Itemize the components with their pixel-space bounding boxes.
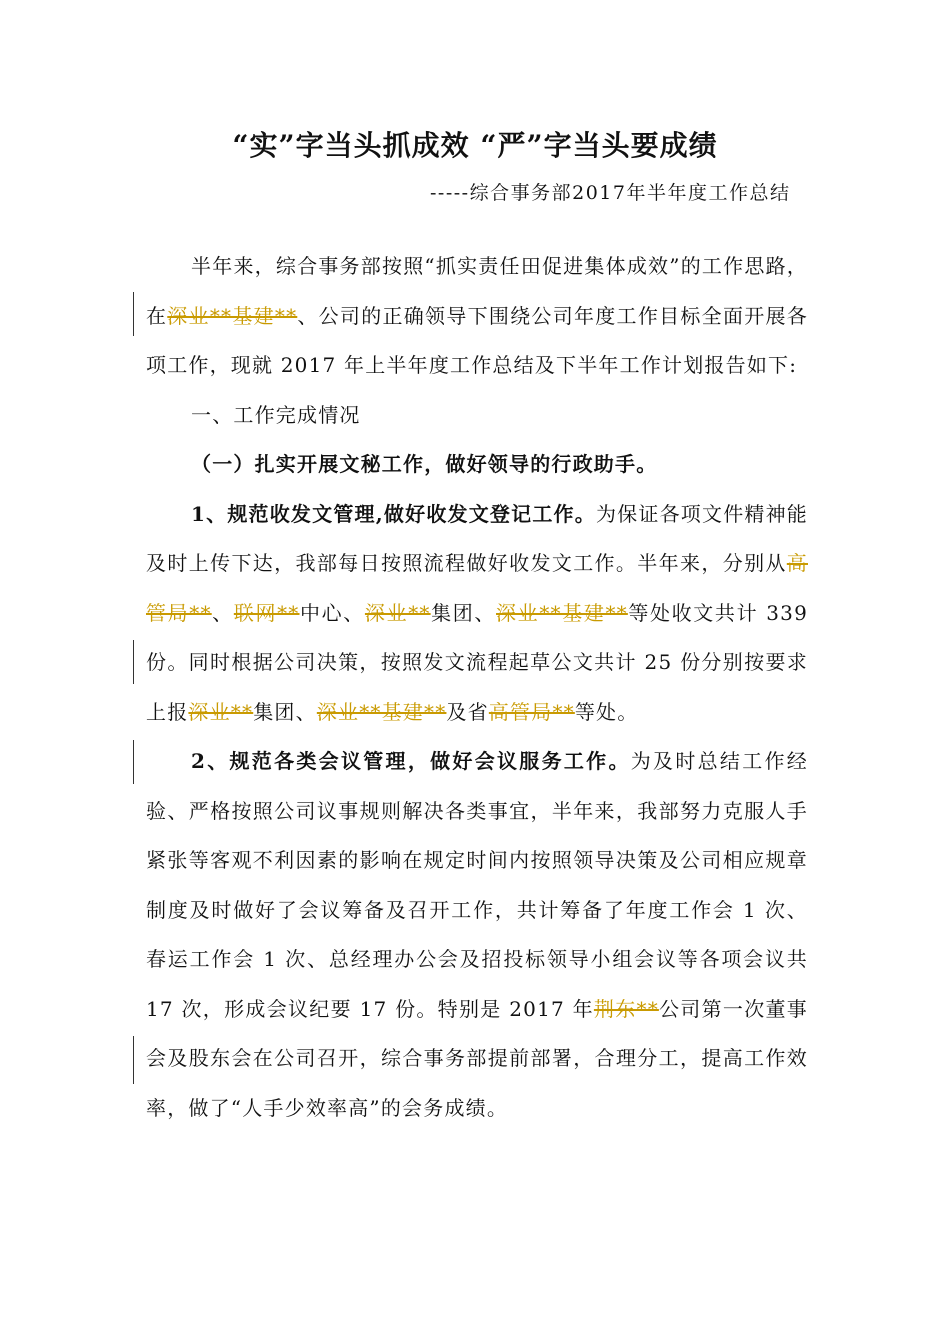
intro-text: 、公司的正确领导下围绕公司年度工作目标全面开展各项工作，现就 2017 年上半年度工作总结及下半年工作计划报告如下:	[146, 303, 808, 377]
intro-text: 半年来，综合事务部按照“抓实责任田促进集体成效”的工作思路，在	[146, 254, 808, 328]
revision-mark	[133, 740, 134, 784]
deleted-text: 荆东**	[593, 996, 659, 1021]
document-subtitle: -----综合事务部2017年半年度工作总结	[430, 182, 791, 204]
subsection-heading: （一）扎实开展文秘工作，做好领导的行政助手。	[191, 452, 658, 476]
deleted-text: 高管局**	[488, 699, 575, 724]
intro-paragraph	[146, 242, 808, 391]
item2-paragraph	[146, 737, 808, 1133]
deleted-text: 联网**	[233, 600, 300, 625]
item1-text: 等处收文共计 339 份。同时根据公司决策，按照发文流程起草公文共计 25 份分别按要求上报	[146, 600, 808, 724]
deleted-text: 深业**	[188, 699, 254, 724]
section-heading: 一、工作完成情况	[191, 402, 361, 427]
deleted-text: 深业**基建**	[316, 699, 447, 724]
revision-mark	[133, 640, 134, 684]
deleted-text: 深业**基建**	[496, 600, 628, 625]
item1-text: 中心、	[299, 600, 365, 625]
item1-text: 为保证各项文件精神能及时上传下达，我部每日按照流程做好收发文工作。半年来，分别从	[146, 501, 809, 575]
deleted-text: 高管局**	[146, 551, 808, 625]
deleted-text: 深业**	[364, 600, 431, 625]
item2-heading: 2、规范各类会议管理，做好会议服务工作。	[191, 749, 631, 773]
document-title: “实”字当头抓成效 “严”字当头要成绩	[232, 129, 718, 162]
item2-text: 为及时总结工作经验、严格按照公司议事规则解决各类事宜，半年来，我部努力克服人手紧张等客观不利因素的影响在规定时间内按照领导决策及公司相应规章制度及时做好了会议筹备及召开工作，共计筹备了年度工作会 1 次、春运工作会 1 次、总经理办公会及招投标领导小组会议等各项会议共 17 次，形成会议纪要 17 份。特别是 2017 年	[146, 749, 808, 1021]
item1-text: 、	[211, 600, 234, 625]
document-body	[146, 242, 808, 1133]
item1-paragraph	[146, 490, 808, 738]
item1-text: 集团、	[253, 699, 317, 724]
revision-mark	[133, 292, 134, 336]
deleted-text: 深业**基建**	[167, 303, 298, 328]
item1-text: 集团、	[430, 600, 497, 625]
item1-text: 等处。	[574, 699, 639, 724]
item2-text: 公司第一次董事会及股东会在公司召开，综合事务部提前部署，合理分工，提高工作效率，做了“人手少效率高”的会务成绩。	[146, 996, 808, 1120]
revision-mark	[133, 1036, 134, 1084]
item1-heading: 1、规范收发文管理,做好收发文登记工作。	[191, 501, 596, 526]
item1-text: 及省	[446, 699, 489, 724]
